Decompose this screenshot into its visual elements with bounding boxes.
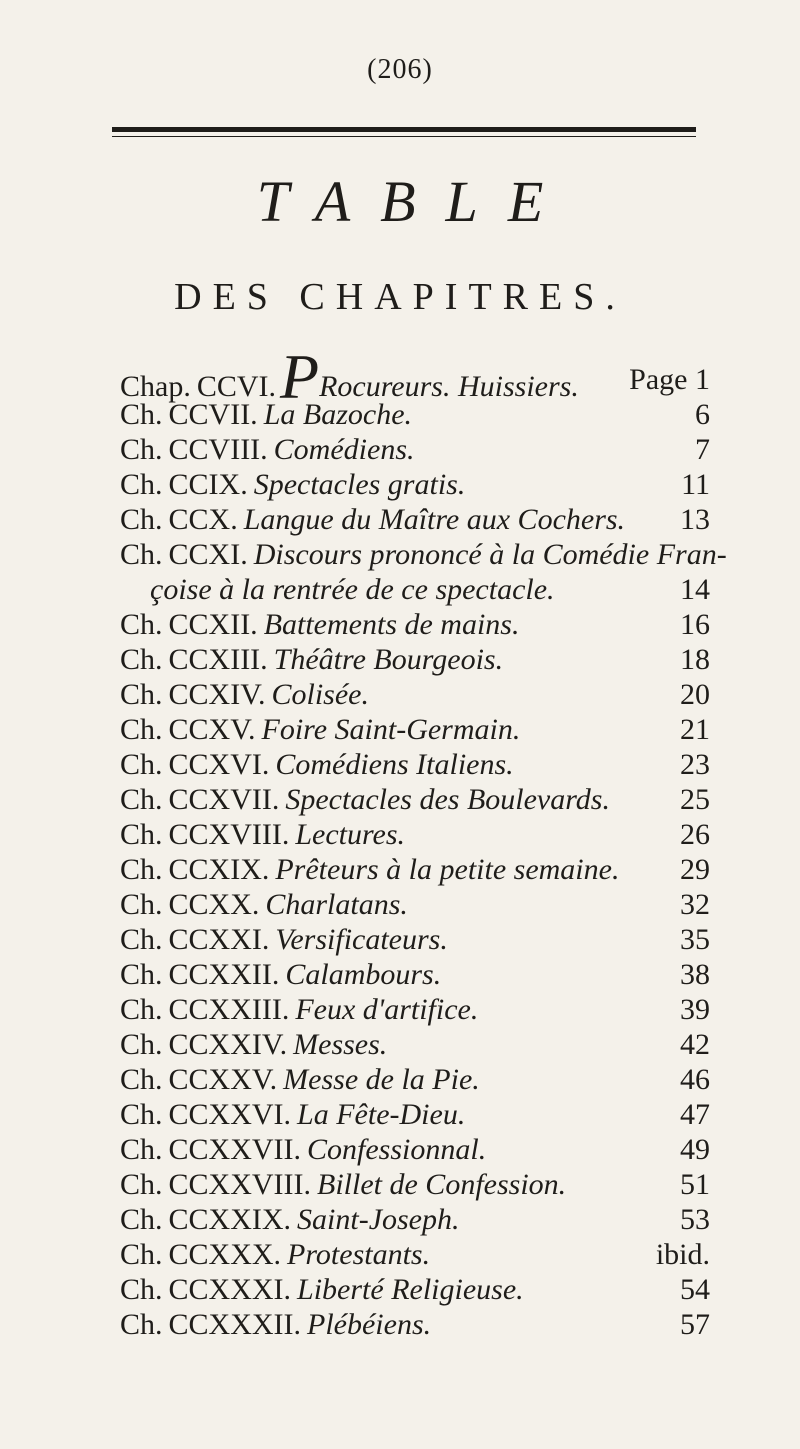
chapter-label: Ch. <box>120 503 163 536</box>
toc-entry <box>120 1202 710 1237</box>
chapter-number: CCXXVIII. <box>168 1168 312 1201</box>
chapter-label: Ch. <box>120 783 163 816</box>
chapter-label: Ch. <box>120 1133 163 1166</box>
page-reference: 42 <box>680 1028 710 1061</box>
chapter-label: Ch. <box>120 888 163 921</box>
chapter-title: Battements de mains. <box>263 608 520 641</box>
page-reference: 13 <box>680 503 710 536</box>
page-reference: 38 <box>680 958 710 991</box>
chapter-number: CCX. <box>168 503 238 536</box>
page-reference: 51 <box>680 1168 710 1201</box>
chapter-title: Feux d'artifice. <box>295 993 479 1026</box>
chapter-title: Spectacles gratis. <box>253 468 466 501</box>
toc-entry <box>120 852 710 887</box>
toc-entry <box>120 782 710 817</box>
chapter-number: CCXXI. <box>168 923 270 956</box>
page-reference: 39 <box>680 993 710 1026</box>
page-reference: 6 <box>695 398 710 431</box>
chapter-label: Ch. <box>120 398 163 431</box>
page-reference: 7 <box>695 433 710 466</box>
chapter-title: Liberté Religieuse. <box>297 1273 524 1306</box>
page-reference: 32 <box>680 888 710 921</box>
chapter-label: Ch. <box>120 433 163 466</box>
page-reference: 16 <box>680 608 710 641</box>
page-reference: 54 <box>680 1273 710 1306</box>
page-subtitle: DES CHAPITRES. <box>174 276 626 318</box>
page-reference: 35 <box>680 923 710 956</box>
chapter-number: CCXXII. <box>168 958 280 991</box>
chapter-number: CCVII. <box>168 398 258 431</box>
toc-entry <box>120 677 710 712</box>
page-reference: Page 1 <box>629 363 710 396</box>
chapter-title: La Bazoche. <box>263 398 413 431</box>
chapter-number: CCXXV. <box>168 1063 278 1096</box>
chapter-title: Billet de Confession. <box>317 1168 567 1201</box>
chapter-title: Versificateurs. <box>275 923 448 956</box>
chapter-title: Messe de la Pie. <box>283 1063 480 1096</box>
chapter-title: Calambours. <box>285 958 442 991</box>
chapter-title: çoise à la rentrée de ce spectacle. <box>150 573 555 606</box>
chapter-title: Confessionnal. <box>307 1133 487 1166</box>
chapter-label: Ch. <box>120 1028 163 1061</box>
header-rule-thin <box>112 136 696 137</box>
page-reference: 20 <box>680 678 710 711</box>
page-reference: 18 <box>680 643 710 676</box>
toc-entry <box>120 747 710 782</box>
page-title: TABLE <box>256 169 574 234</box>
toc-entry <box>120 1097 710 1132</box>
page-reference: 29 <box>680 853 710 886</box>
chapter-number: CCVI. <box>196 370 277 403</box>
chapter-number: CCXXIII. <box>168 993 290 1026</box>
page-reference: 46 <box>680 1063 710 1096</box>
chapter-label: Ch. <box>120 1168 163 1201</box>
toc-entry <box>120 572 710 607</box>
chapter-label: Ch. <box>120 993 163 1026</box>
toc-entry <box>120 1132 710 1167</box>
chapter-label: Ch. <box>120 958 163 991</box>
toc-entry <box>120 502 710 537</box>
toc-entry <box>120 922 710 957</box>
chapter-label: Ch. <box>120 1308 163 1341</box>
chapter-title: Charlatans. <box>265 888 408 921</box>
table-of-contents <box>120 341 727 1342</box>
page-reference: 21 <box>680 713 710 746</box>
toc-entry <box>120 642 710 677</box>
toc-entry <box>120 1307 710 1342</box>
toc-entry <box>120 397 710 432</box>
chapter-title: Lectures. <box>295 818 406 851</box>
toc-entry <box>120 1272 710 1307</box>
chapter-number: CCVIII. <box>168 433 268 466</box>
page-reference: 11 <box>681 468 710 501</box>
chapter-title: Messes. <box>293 1028 388 1061</box>
toc-entry <box>120 537 727 572</box>
toc-entry <box>120 817 710 852</box>
chapter-label: Ch. <box>120 923 163 956</box>
chapter-title: Prêteurs à la petite semaine. <box>275 853 620 886</box>
toc-entry <box>120 992 710 1027</box>
chapter-number: CCXXIX. <box>168 1203 292 1236</box>
chapter-label: Ch. <box>120 608 163 641</box>
chapter-title: Comédiens. <box>273 433 415 466</box>
chapter-label: Ch. <box>120 678 163 711</box>
chapter-label: Ch. <box>120 1238 163 1271</box>
toc-entry <box>120 1237 710 1272</box>
chapter-label: Ch. <box>120 853 163 886</box>
chapter-title: Rocureurs. Huissiers. <box>319 370 579 403</box>
chapter-label: Chap. <box>120 370 191 403</box>
chapter-label: Ch. <box>120 1203 163 1236</box>
toc-entry <box>120 341 710 412</box>
toc-entry <box>120 887 710 922</box>
page-reference: 49 <box>680 1133 710 1166</box>
chapter-title: Foire Saint-Germain. <box>261 713 521 746</box>
toc-entry <box>120 1167 710 1202</box>
chapter-title: La Fête-Dieu. <box>297 1098 466 1131</box>
chapter-number: CCXVIII. <box>168 818 290 851</box>
chapter-label: Ch. <box>120 468 163 501</box>
chapter-title: Colisée. <box>271 678 369 711</box>
toc-entry <box>120 467 710 502</box>
toc-entry <box>120 1062 710 1097</box>
toc-entry <box>120 957 710 992</box>
toc-entry <box>120 607 710 642</box>
chapter-title: Comédiens Italiens. <box>275 748 514 781</box>
chapter-number: CCXXXII. <box>168 1308 302 1341</box>
chapter-number: CCXXIV. <box>168 1028 288 1061</box>
chapter-title: Saint-Joseph. <box>297 1203 460 1236</box>
chapter-label: Ch. <box>120 713 163 746</box>
chapter-number: CCXVII. <box>168 783 280 816</box>
page-reference: 14 <box>680 573 710 606</box>
chapter-number: CCXIII. <box>168 643 268 676</box>
chapter-number: CCXIX. <box>168 853 270 886</box>
chapter-label: Ch. <box>120 748 163 781</box>
chapter-label: Ch. <box>120 1098 163 1131</box>
chapter-label: Ch. <box>120 538 163 571</box>
page-reference: 57 <box>680 1308 710 1341</box>
chapter-title: Langue du Maître aux Cochers. <box>243 503 626 536</box>
chapter-number: CCXXVI. <box>168 1098 292 1131</box>
chapter-number: CCXIV. <box>168 678 266 711</box>
chapter-number: CCXXVII. <box>168 1133 302 1166</box>
drop-capital: P <box>280 341 320 412</box>
header-rule-thick <box>112 127 696 132</box>
page-reference: ibid. <box>655 1238 710 1271</box>
page-reference: 25 <box>680 783 710 816</box>
chapter-number: CCXXXI. <box>168 1273 292 1306</box>
chapter-label: Ch. <box>120 1273 163 1306</box>
chapter-title: Théâtre Bourgeois. <box>273 643 504 676</box>
chapter-number: CCXV. <box>168 713 256 746</box>
toc-entry <box>120 712 710 747</box>
chapter-number: CCXX. <box>168 888 260 921</box>
chapter-label: Ch. <box>120 1063 163 1096</box>
chapter-label: Ch. <box>120 643 163 676</box>
chapter-number: CCXXX. <box>168 1238 282 1271</box>
chapter-number: CCXVI. <box>168 748 270 781</box>
chapter-number: CCXI. <box>168 538 248 571</box>
page-reference: 26 <box>680 818 710 851</box>
chapter-title: Discours prononcé à la Comédie Fran- <box>253 538 727 571</box>
chapter-title: Protestants. <box>287 1238 431 1271</box>
chapter-number: CCXII. <box>168 608 258 641</box>
chapter-title: Spectacles des Boulevards. <box>285 783 610 816</box>
page-number: (206) <box>367 54 433 85</box>
page-reference: 23 <box>680 748 710 781</box>
chapter-label: Ch. <box>120 818 163 851</box>
page-reference: 53 <box>680 1203 710 1236</box>
chapter-title: Plébéiens. <box>307 1308 432 1341</box>
toc-entry <box>120 432 710 467</box>
chapter-number: CCIX. <box>168 468 248 501</box>
toc-entry <box>120 1027 710 1062</box>
page-reference: 47 <box>680 1098 710 1131</box>
